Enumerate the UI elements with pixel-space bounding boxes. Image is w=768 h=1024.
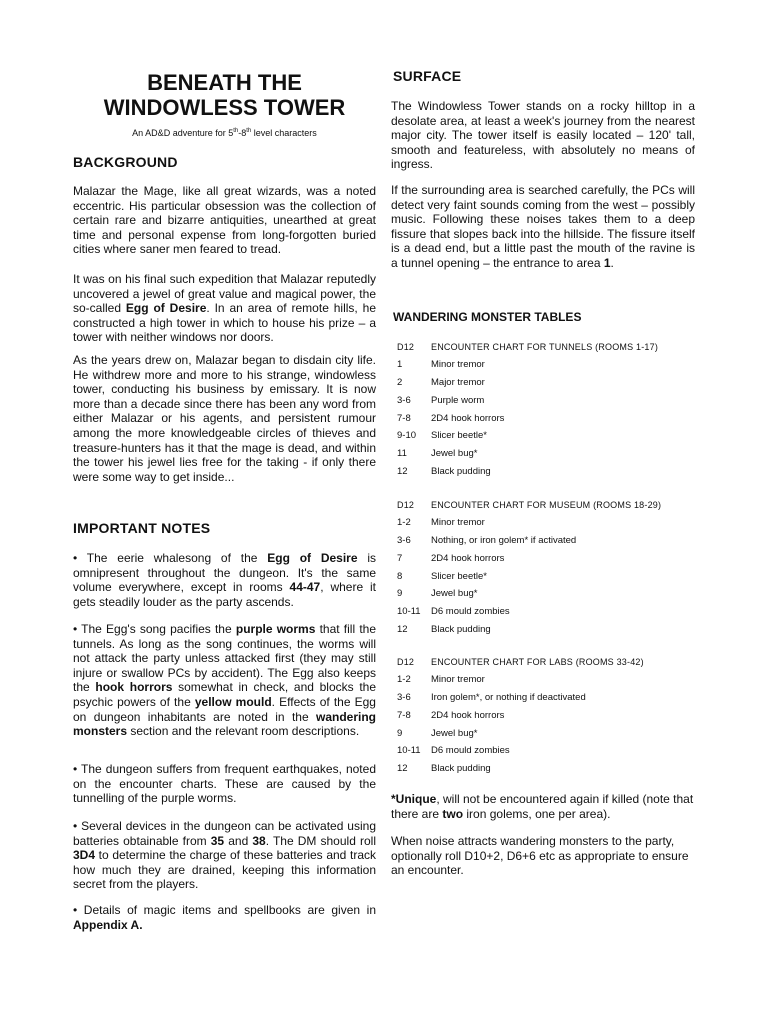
- background-paragraph-1: Malazar the Mage, like all great wizards, was a noted eccentric. His particular obsession was the collection of certain rare and bizarre antiquities, unearthed at great time and personal expense from long-forgotten buried cities where saner men feared to tread.: [73, 184, 376, 257]
- roll-cell: 3-6: [397, 534, 411, 546]
- surface-heading: SURFACE: [393, 68, 462, 84]
- result-cell: Nothing, or iron golem* if activated: [431, 534, 577, 546]
- table-row: [397, 603, 661, 621]
- result-cell: Slicer beetle*: [431, 430, 487, 442]
- important-notes-heading: IMPORTANT NOTES: [73, 520, 211, 536]
- note-earthquakes: • The dungeon suffers from frequent earthquakes, noted on the encounter charts. These are caused by the tunnelling of the purple worms.: [73, 762, 376, 806]
- table-title: ENCOUNTER CHART FOR TUNNELS (ROOMS 1-17): [431, 341, 659, 352]
- surface-paragraph-2: If the surrounding area is searched carefully, the PCs will detect very faint sounds coming from the west – possibly music. Following these noises takes them to a deep fissure that slopes back into the hillside. The fissure itself is a dead end, but a little past the mouth of the ravine is a tunnel opening – the entrance to area 1.: [391, 183, 695, 270]
- encounter-table-museum: [397, 496, 661, 638]
- roll-cell: 12: [397, 623, 408, 635]
- table-row: [397, 514, 661, 532]
- page-title: BENEATH THE WINDOWLESS TOWER: [103, 70, 346, 120]
- background-paragraph-2: It was on his final such expedition that Malazar reputedly uncovered a jewel of great value and magical power, the so-called Egg of Desire. In an area of remote hills, he constructed a high tower in which to house his prize – a tower with neither windows nor doors.: [73, 272, 376, 345]
- die-cell: D12: [397, 656, 415, 667]
- table-row: [397, 724, 644, 742]
- roll-cell: 3-6: [397, 394, 411, 406]
- result-cell: 2D4 hook horrors: [431, 412, 505, 424]
- roll-cell: 7-8: [397, 412, 411, 424]
- encounter-table-labs: [397, 653, 644, 778]
- roll-cell: 9: [397, 588, 403, 600]
- result-cell: Minor tremor: [431, 674, 485, 686]
- roll-cell: 3-6: [397, 691, 411, 703]
- table-row: [397, 671, 644, 689]
- background-heading: BACKGROUND: [73, 154, 178, 170]
- table-title: ENCOUNTER CHART FOR MUSEUM (ROOMS 18-29): [431, 499, 662, 510]
- table-row: [397, 621, 661, 639]
- die-cell: D12: [397, 341, 415, 352]
- roll-cell: 1-2: [397, 517, 411, 529]
- roll-cell: 10-11: [397, 745, 421, 757]
- result-cell: Iron golem*, or nothing if deactivated: [431, 691, 586, 703]
- table-row: [397, 689, 644, 707]
- result-cell: Major tremor: [431, 376, 485, 388]
- result-cell: D6 mould zombies: [431, 606, 510, 618]
- result-cell: Jewel bug*: [431, 448, 478, 460]
- roll-cell: 12: [397, 763, 408, 775]
- table-row: [397, 356, 658, 374]
- unique-footnote: *Unique, will not be encountered again if killed (note that there are two iron golems, one per area).: [391, 792, 694, 821]
- result-cell: Jewel bug*: [431, 588, 478, 600]
- result-cell: Purple worm: [431, 394, 485, 406]
- result-cell: Minor tremor: [431, 359, 485, 371]
- table-row: [397, 742, 644, 760]
- result-cell: Black pudding: [431, 623, 491, 635]
- roll-cell: 1-2: [397, 674, 411, 686]
- result-cell: Black pudding: [431, 763, 491, 775]
- table-row: [397, 549, 661, 567]
- roll-cell: 2: [397, 376, 403, 388]
- table-header-row: [397, 653, 644, 671]
- table-row: [397, 532, 661, 550]
- roll-cell: 9: [397, 727, 403, 739]
- table-row: [397, 409, 658, 427]
- table-row: [397, 585, 661, 603]
- note-egg-song: • The eerie whalesong of the Egg of Desire is omnipresent throughout the dungeon. It's the same volume everywhere, except in rooms 44-47, where it gets steadily louder as the party ascends.: [73, 551, 377, 609]
- table-row: [397, 463, 658, 481]
- note-egg-pacifies: • The Egg's song pacifies the purple worms that fill the tunnels. As long as the song continues, the worms will not attack the party unless attacked first (they may still injure or swallow PCs by accident). The Egg also keeps the hook horrors somewhat in check, and blocks the psychic powers of the yellow mould. Effects of the Egg on dungeon inhabitants are noted in the wandering monsters section and the relevant room descriptions.: [73, 622, 377, 739]
- table-row: [397, 706, 644, 724]
- result-cell: 2D4 hook horrors: [431, 552, 505, 564]
- roll-cell: 12: [397, 465, 408, 477]
- table-row: [397, 567, 661, 585]
- page-subtitle: An AD&D adventure for 5th-8th level characters: [132, 128, 317, 138]
- wandering-monster-heading: WANDERING MONSTER TABLES: [393, 310, 582, 324]
- result-cell: Slicer beetle*: [431, 570, 487, 582]
- table-row: [397, 445, 658, 463]
- roll-cell: 8: [397, 570, 403, 582]
- roll-cell: 7: [397, 552, 403, 564]
- result-cell: Black pudding: [431, 465, 491, 477]
- die-cell: D12: [397, 499, 415, 510]
- encounter-table-tunnels: [397, 338, 658, 480]
- table-header-row: [397, 338, 658, 356]
- roll-cell: 11: [397, 448, 407, 460]
- table-row: [397, 391, 658, 409]
- roll-cell: 1: [397, 359, 403, 371]
- result-cell: D6 mould zombies: [431, 745, 510, 757]
- table-row: [397, 374, 658, 392]
- noise-note: When noise attracts wandering monsters to the party, optionally roll D10+2, D6+6 etc as appropriate to ensure an encounter.: [391, 834, 689, 878]
- surface-paragraph-1: The Windowless Tower stands on a rocky hilltop in a desolate area, at least a week's journey from the nearest major city. The tower itself is easily located – 120' tall, smooth and featureless, with absolutely no means of ingress.: [391, 99, 695, 172]
- result-cell: 2D4 hook horrors: [431, 709, 505, 721]
- result-cell: Minor tremor: [431, 517, 485, 529]
- roll-cell: 7-8: [397, 709, 411, 721]
- background-paragraph-3: As the years drew on, Malazar began to disdain city life. He withdrew more and more to his strange, windowless tower, conducting his business by emissary. It is now more than a decade since there has been any word from either Malazar or his agents, and persistent rumour among the more knowledgeable circles of thieves and treasure-hunters has it that the mage is dead, and within the tower his jewel lies free for the taking - if only there were some way to get inside...: [73, 353, 376, 484]
- table-title: ENCOUNTER CHART FOR LABS (ROOMS 33-42): [431, 656, 644, 667]
- note-batteries: • Several devices in the dungeon can be activated using batteries obtainable from 35 and 38. The DM should roll 3D4 to determine the charge of these batteries and track how much they are drained, keeping this information secret from the players.: [73, 819, 376, 892]
- roll-cell: 9-10: [397, 430, 417, 442]
- note-magic-items: • Details of magic items and spellbooks are given in Appendix A.: [73, 903, 376, 932]
- result-cell: Jewel bug*: [431, 727, 478, 739]
- table-row: [397, 760, 644, 778]
- table-header-row: [397, 496, 661, 514]
- table-row: [397, 427, 658, 445]
- roll-cell: 10-11: [397, 606, 421, 618]
